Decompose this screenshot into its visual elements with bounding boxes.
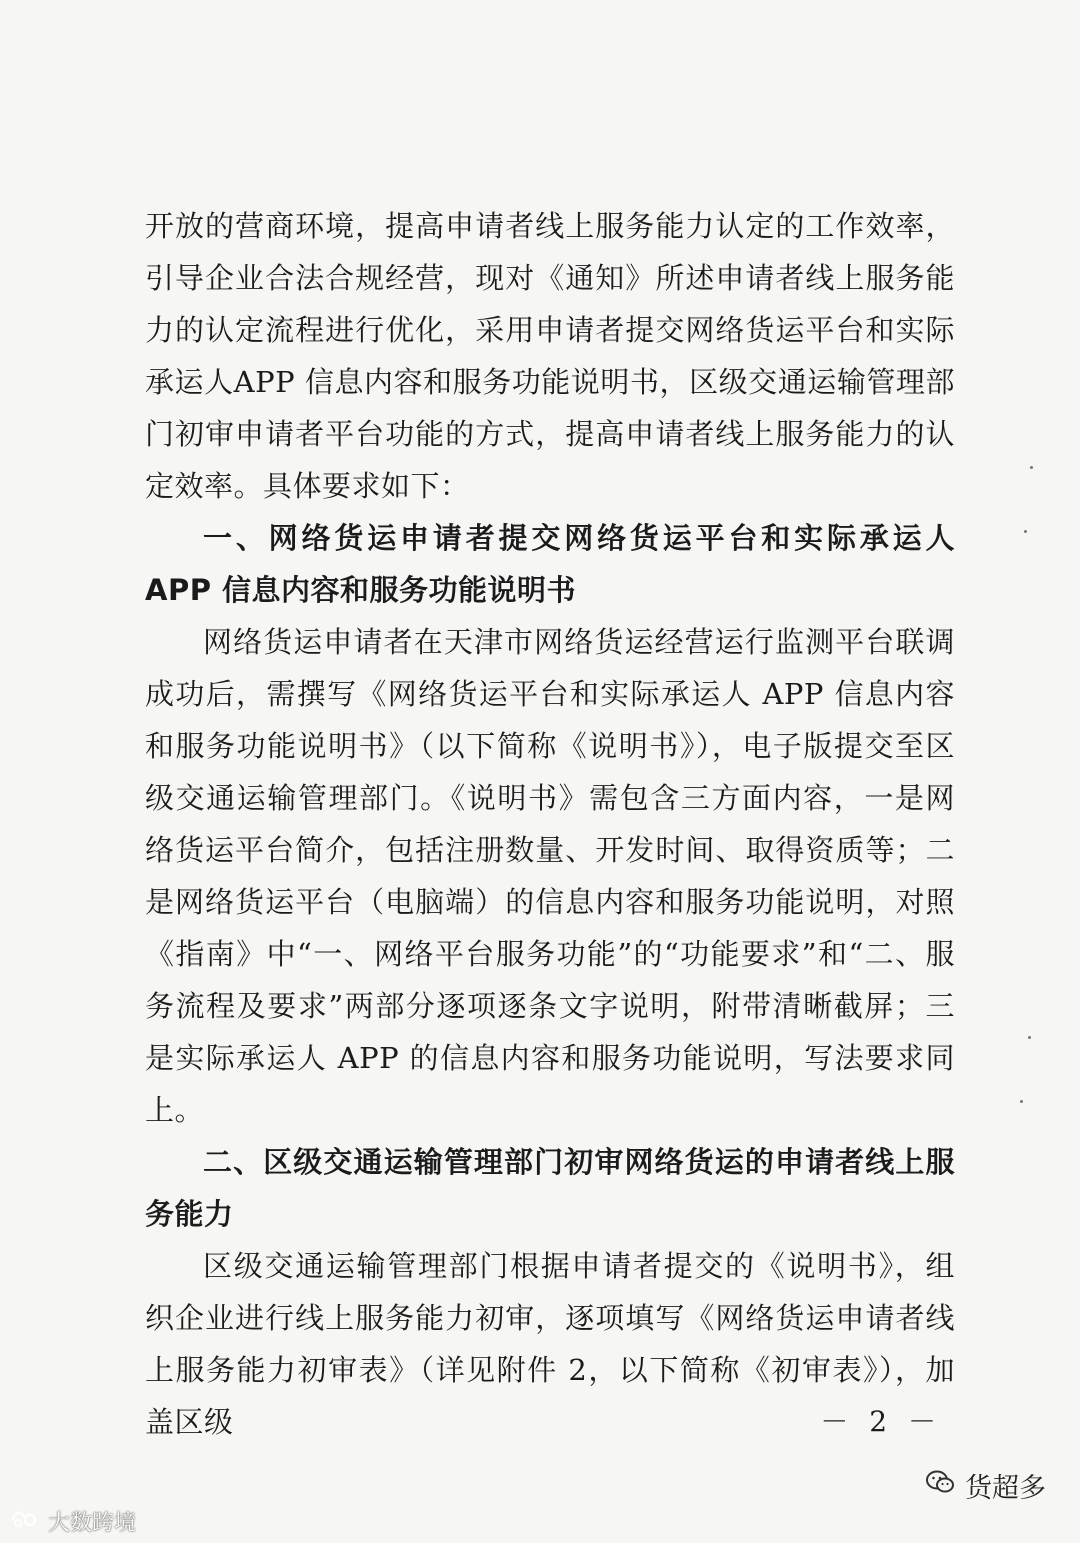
watermark-right [925,1466,1046,1505]
paragraph-intro: 开放的营商环境，提高申请者线上服务能力认定的工作效率，引导企业合法合规经营，现对《通知》所述申请者线上服务能力的认定流程进行优化，采用申请者提交网络货运平台和实际承运人APP 信息内容和服务功能说明书，区级交通运输管理部门初审申请者平台功能的方式，提高申请者线上服务能力的认定效率。具体要求如下： [145,209,955,503]
scan-speck [1030,466,1033,469]
scan-speck [1028,1036,1031,1039]
heading-section-two: 二、区级交通运输管理部门初审网络货运的申请者线上服务能力 [145,1145,955,1231]
scan-speck [1024,530,1027,533]
scan-speck [1020,1100,1023,1103]
watermark-left [10,1506,136,1537]
page-number: － 2 － [820,1405,942,1438]
paragraph-section-one: 网络货运申请者在天津市网络货运经营运行监测平台联调成功后，需撰写《网络货运平台和实际承运人 APP 信息内容和服务功能说明书》（以下简称《说明书》），电子版提交至区级交通运输管理部门。《说明书》需包含三方面内容，一是网络货运平台简介，包括注册数量、开发时间、取得资质等；二是网络货运平台（电脑端）的信息内容和服务功能说明，对照《指南》中“一、网络平台服务功能”的“功能要求”和“二、服务流程及要求”两部分逐项逐条文字说明，附带清晰截屏；三是实际承运人 APP 的信息内容和服务功能说明，写法要求同上。 [145,625,955,1127]
heading-section-one: 一、网络货运申请者提交网络货运平台和实际承运人 APP 信息内容和服务功能说明书 [145,521,955,607]
wechat-icon [925,1469,955,1502]
logo-icon [10,1508,40,1536]
document-body [145,200,955,1448]
watermark-left-text: 大数跨境 [48,1511,137,1536]
watermark-right-text: 货超多 [965,1473,1046,1504]
paragraph-section-two: 区级交通运输管理部门根据申请者提交的《说明书》，组织企业进行线上服务能力初审，逐项填写《网络货运申请者线上服务能力初审表》（详见附件 2，以下简称《初审表》），加盖区级 [145,1249,955,1439]
